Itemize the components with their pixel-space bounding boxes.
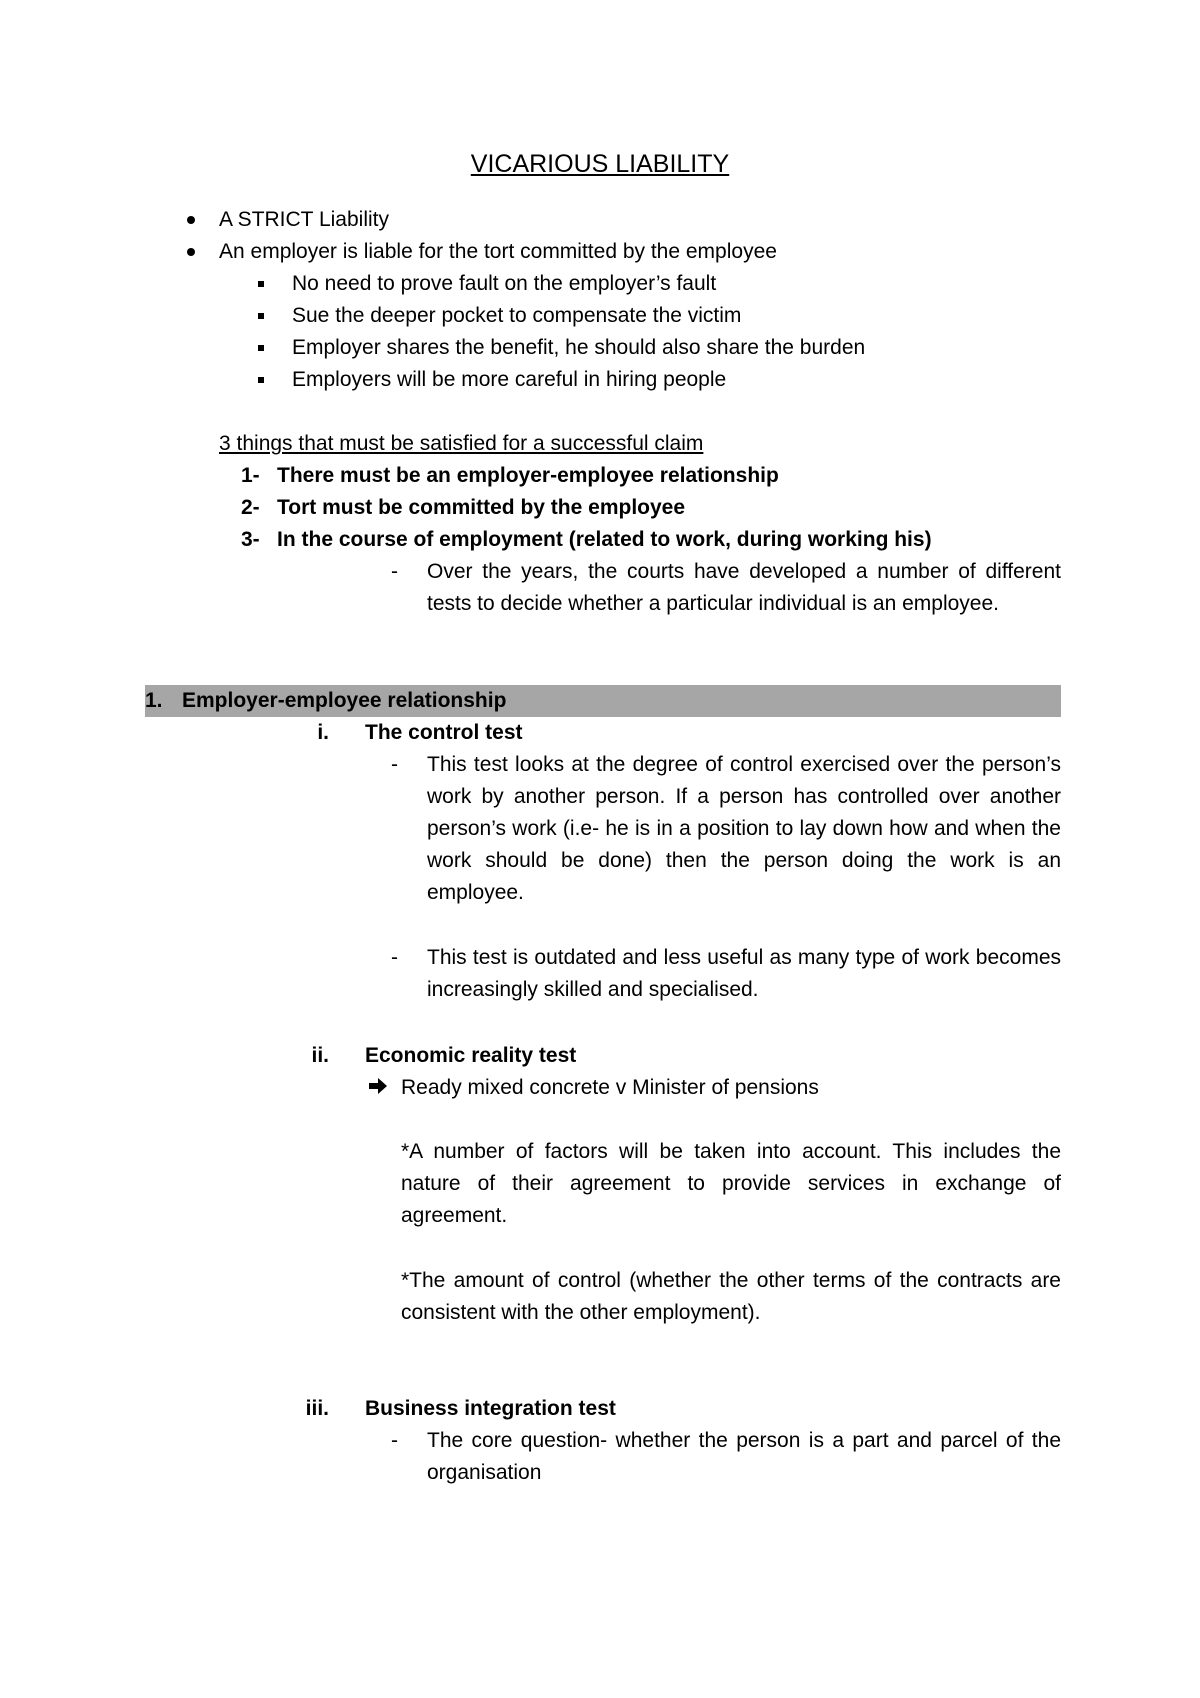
square-bullet-icon	[258, 377, 264, 383]
test-number: i.	[317, 721, 329, 744]
claim-item: There must be an employer-employee relationship	[277, 464, 779, 487]
dash-marker: -	[391, 560, 398, 583]
claim-heading: 3 things that must be satisfied for a successful claim	[219, 432, 704, 455]
test-title: The control test	[365, 721, 523, 744]
bullet-icon	[187, 216, 195, 224]
test-number: ii.	[311, 1044, 329, 1067]
claim-item-number: 3-	[241, 528, 260, 551]
test-point: This test looks at the degree of control exercised over the person’s work by another person. If a person has controlled over another person’s work (i.e- he is in a position to lay down how and when the work should be done) then the person doing the work is an employee.	[427, 753, 1061, 904]
square-bullet-icon	[258, 281, 264, 287]
page-title: VICARIOUS LIABILITY	[470, 150, 730, 178]
section-number: 1.	[145, 689, 163, 712]
claim-item-number: 1-	[241, 464, 260, 487]
test-number: iii.	[305, 1397, 329, 1420]
test-title: Economic reality test	[365, 1044, 577, 1067]
dash-marker: -	[391, 946, 398, 969]
arrow-right-icon	[368, 1077, 388, 1095]
claim-note: Over the years, the courts have developed a number of different tests to decide whether a particular individual is an employee.	[427, 560, 1061, 615]
test-note: *A number of factors will be taken into account. This includes the nature of their agreement to provide services in exchange of agreement.	[401, 1140, 1061, 1227]
square-bullet-icon	[258, 345, 264, 351]
test-point: The core question- whether the person is a part and parcel of the organisation	[427, 1429, 1061, 1484]
sub-bullet-item: Employers will be more careful in hiring people	[292, 368, 727, 391]
bullet-icon	[187, 248, 195, 256]
bullet-item: A STRICT Liability	[219, 208, 389, 231]
dash-marker: -	[391, 1429, 398, 1452]
case-citation: Ready mixed concrete v Minister of pensions	[401, 1076, 819, 1099]
claim-item: Tort must be committed by the employee	[277, 496, 686, 519]
claim-item-number: 2-	[241, 496, 260, 519]
sub-bullet-item: Employer shares the benefit, he should also share the burden	[292, 336, 866, 359]
test-point: This test is outdated and less useful as many type of work becomes increasingly skilled and specialised.	[427, 946, 1061, 1001]
test-title: Business integration test	[365, 1397, 616, 1420]
claim-item: In the course of employment (related to work, during working his)	[277, 528, 932, 551]
dash-marker: -	[391, 753, 398, 776]
square-bullet-icon	[258, 313, 264, 319]
test-note: *The amount of control (whether the other terms of the contracts are consistent with the other employment).	[401, 1269, 1061, 1324]
section-title: Employer-employee relationship	[182, 689, 507, 712]
bullet-item: An employer is liable for the tort committed by the employee	[219, 240, 777, 263]
sub-bullet-item: No need to prove fault on the employer’s fault	[292, 272, 717, 295]
sub-bullet-item: Sue the deeper pocket to compensate the victim	[292, 304, 742, 327]
